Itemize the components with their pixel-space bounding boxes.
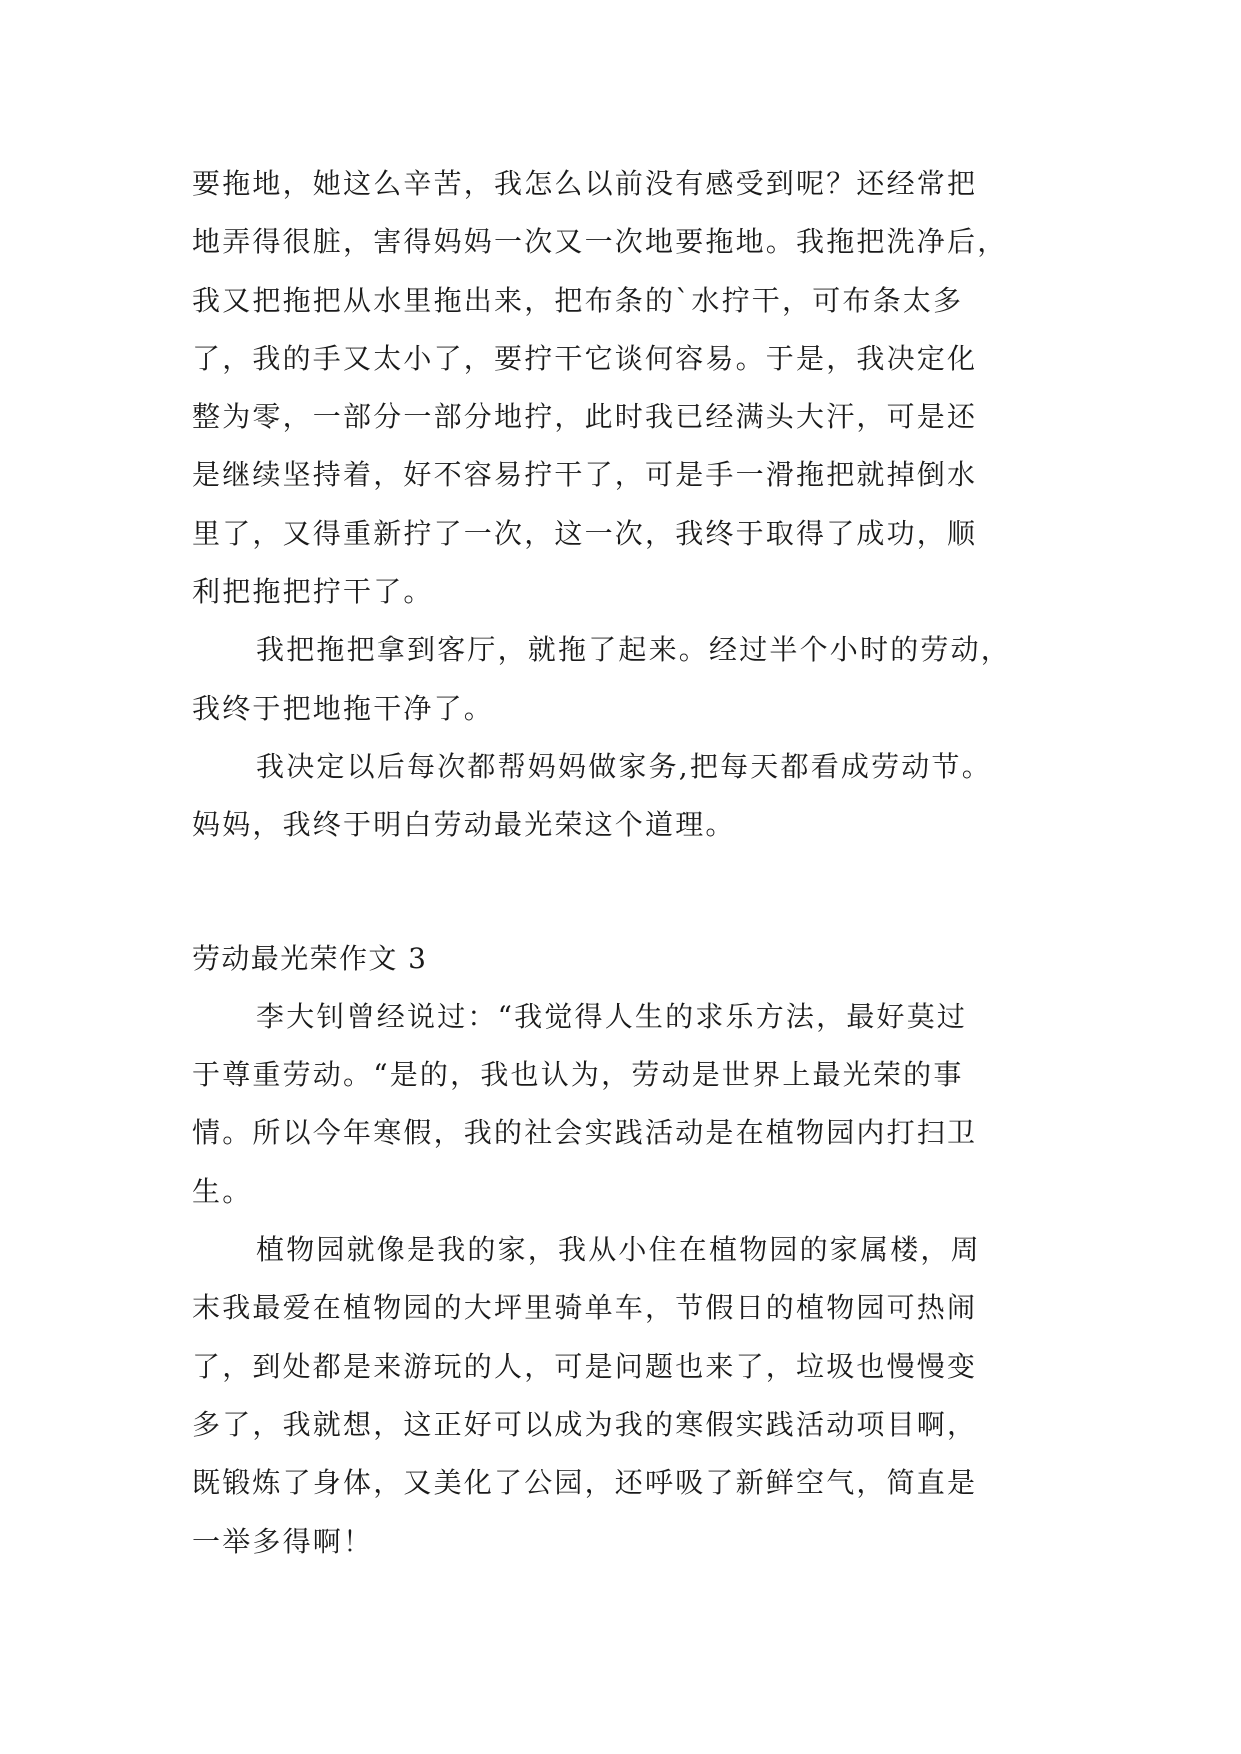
- text-line: 多了，我就想，这正好可以成为我的寒假实践活动项目啊，: [192, 1407, 978, 1441]
- section-spacer: [192, 855, 1052, 930]
- text-line: 利把拖把拧干了。: [192, 575, 434, 609]
- text-line: 是继续坚持着，好不容易拧干了，可是手一滑拖把就掉倒水: [192, 458, 978, 492]
- text-line: 要拖地，她这么辛苦，我怎么以前没有感受到呢？还经常把: [192, 167, 978, 200]
- text-line: 我终于把地拖干净了。: [192, 691, 495, 725]
- text-line: 我决定以后每次都帮妈妈做家务,把每天都看成劳动节。: [256, 749, 992, 783]
- document-body: [192, 155, 1052, 1571]
- text-line: 了，到处都是来游玩的人，可是问题也来了，垃圾也慢慢变: [192, 1349, 978, 1383]
- paragraph-conclusion: [192, 738, 1052, 855]
- text-line: 一举多得啊！: [192, 1524, 374, 1558]
- text-line: 我又把拖把从水里拖出来，把布条的`水拧干，可布条太多: [192, 283, 964, 317]
- text-line: 妈妈，我终于明白劳动最光荣这个道理。: [192, 808, 736, 842]
- text-line: 了，我的手又太小了，要拧干它谈何容易。于是，我决定化: [192, 341, 978, 375]
- text-line: 植物园就像是我的家，我从小住在植物园的家属楼，周: [256, 1233, 981, 1267]
- text-line: 既锻炼了身体，又美化了公园，还呼吸了新鲜空气，简直是: [192, 1466, 978, 1500]
- text-line: 里了，又得重新拧了一次，这一次，我终于取得了成功，顺: [192, 516, 978, 550]
- paragraph-botanical-garden: [192, 1221, 1052, 1571]
- paragraph-continued: [192, 155, 1052, 621]
- text-line: 我把拖把拿到客厅，就拖了起来。经过半个小时的劳动，: [256, 633, 1012, 667]
- text-line: 情。所以今年寒假，我的社会实践活动是在植物园内打扫卫: [192, 1116, 978, 1150]
- text-line: 末我最爱在植物园的大坪里骑单车，节假日的植物园可热闹: [192, 1291, 978, 1325]
- paragraph-mopping-living-room: [192, 621, 1052, 738]
- text-line: 地弄得很脏，害得妈妈一次又一次地要拖地。我拖把洗净后，: [192, 225, 1008, 259]
- paragraph-quote: [192, 988, 1052, 1221]
- text-line: 生。: [192, 1174, 253, 1208]
- essay-heading: 劳动最光荣作文 3: [192, 941, 428, 975]
- text-line: 李大钊曾经说过：“我觉得人生的求乐方法，最好莫过: [256, 999, 968, 1033]
- text-line: 于尊重劳动。“是的，我也认为，劳动是世界上最光荣的事: [192, 1058, 964, 1092]
- text-line: 整为零，一部分一部分地拧，此时我已经满头大汗，可是还: [192, 400, 978, 434]
